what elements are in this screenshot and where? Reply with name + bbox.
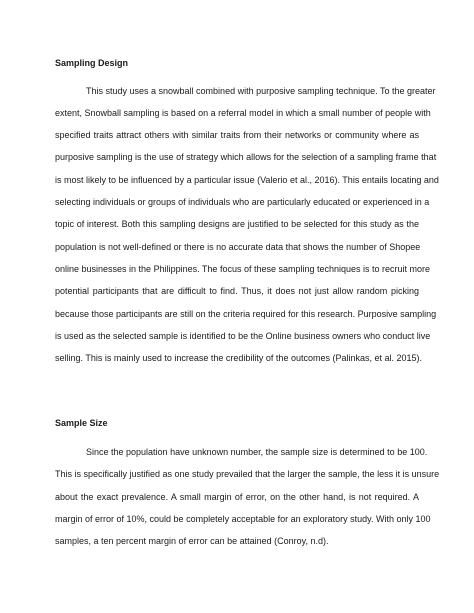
paragraph-line: about the exact prevalence. A small margin of error, on the other hand, is not required. A	[55, 492, 419, 502]
paragraph-line: topic of interest. Both this sampling designs are justified to be selected for this study as the	[55, 219, 419, 229]
paragraph-line: margin of error of 10%, could be completely acceptable for an exploratory study. With only 100	[55, 514, 431, 524]
section-heading-sample-size: Sample Size	[55, 418, 108, 428]
paragraph-line: This is specifically justified as one study prevailed that the larger the sample, the less it is unsure	[55, 469, 440, 479]
paragraph-line: purposive sampling is the use of strategy which allows for the selection of a sampling frame that	[55, 152, 437, 162]
section-heading-sampling-design: Sampling Design	[55, 58, 129, 68]
paragraph-line: This study uses a snowball combined with purposive sampling technique. To the greater	[86, 86, 436, 96]
paragraph-line: online businesses in the Philippines. The focus of these sampling techniques is to recruit more	[55, 264, 431, 274]
paragraph-line: because those participants are still on the criteria required for this research. Purposive sampling	[55, 309, 437, 319]
paragraph-line: selling. This is mainly used to increase the credibility of the outcomes (Palinkas, et al. 2015).	[55, 353, 423, 363]
paragraph-line: potential participants that are difficult to find. Thus, it does not just allow random picking	[55, 286, 419, 296]
paragraph-line: specified traits attract others with similar traits from their networks or community where as	[55, 130, 419, 140]
paragraph-line: Since the population have unknown number, the sample size is determined to be 100.	[86, 447, 428, 457]
paragraph-line: population is not well-defined or there is no accurate data that shows the number of Shopee	[55, 242, 421, 252]
paragraph-line: is most likely to be influenced by a particular issue (Valerio et al., 2016). This entails locating and	[55, 175, 439, 185]
paragraph-line: extent, Snowball sampling is based on a referral model in which a small number of people with	[55, 108, 431, 118]
paragraph-line: samples, a ten percent margin of error can be attained (Conroy, n.d).	[55, 536, 329, 546]
paragraph-line: is used as the selected sample is identified to be the Online business owners who conduct live	[55, 331, 431, 341]
paragraph-line: selecting individuals or groups of individuals who are particularly educated or experienced in a	[55, 197, 430, 207]
